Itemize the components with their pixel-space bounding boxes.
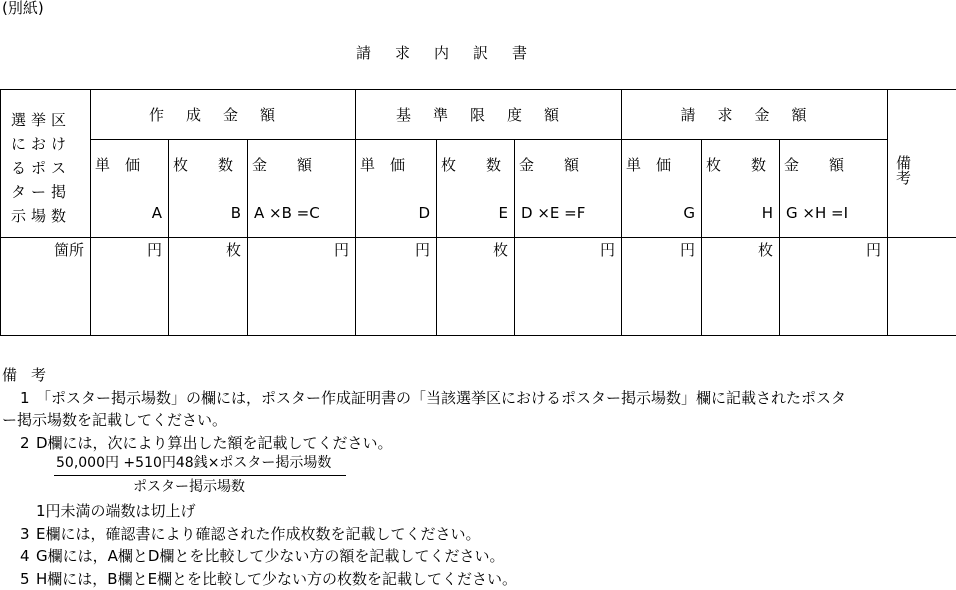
count-h-cell: 枚 数 H [702, 140, 780, 238]
formula-numerator: 50,000円 +510円48銭×ポスター掲示場数 [56, 452, 331, 475]
amount-i-value: 円 [780, 238, 888, 336]
document-title: 請求内訳書 [356, 46, 551, 61]
note-item: 2 D欄には，次により算出した額を記載してください。 [0, 432, 956, 455]
standard-limit-header: 基準限度額 [356, 90, 622, 140]
unit-price-g-cell: 単 価 G [622, 140, 702, 238]
note-item: 3 E欄には，確認書により確認された作成枚数を記載してください。 [0, 523, 956, 546]
amount-f-value: 円 [515, 238, 622, 336]
unit-price-g-value: 円 [622, 238, 702, 336]
remarks-header: 備考 [888, 90, 956, 238]
count-b-cell: 枚 数 B [169, 140, 248, 238]
note-item: 4 G欄には，A欄とD欄とを比較して少ない方の額を記載してください。 [0, 545, 956, 568]
unit-price-a-cell: 単 価 A [91, 140, 169, 238]
formula-denominator: ポスター掲示場数 [133, 476, 245, 499]
formula [0, 454, 956, 500]
count-e-value: 枚 [437, 238, 515, 336]
claim-amount-header: 請求金額 [622, 90, 888, 140]
unit-price-d-cell: 単 価 D [356, 140, 437, 238]
remarks-value [888, 238, 956, 336]
note-item: 1 「ポスター掲示場数」の欄には，ポスター作成証明書の「当該選挙区におけるポスター掲示場数」欄に記載されたポスタ ー掲示場数を記載してください。 [0, 387, 956, 432]
note-item: 5 H欄には，B欄とE欄とを比較して少ない方の枚数を記載してください。 [0, 568, 956, 590]
claim-breakdown-table [0, 89, 956, 336]
amount-i-cell: 金 額 G ×H =I [780, 140, 888, 238]
notes-section [0, 364, 956, 590]
creation-amount-header: 作成金額 [91, 90, 356, 140]
amount-c-value: 円 [248, 238, 356, 336]
table-row [1, 238, 956, 336]
count-h-value: 枚 [702, 238, 780, 336]
attachment-label: (別紙) [2, 1, 44, 16]
area-count-header: 選挙区におけるポスター掲示場数 [1, 90, 91, 238]
notes-title: 備考 [0, 364, 956, 387]
unit-price-d-value: 円 [356, 238, 437, 336]
place-count-cell: 箇所 [1, 238, 91, 336]
amount-f-cell: 金 額 D ×E =F [515, 140, 622, 238]
rounding-note: 1円未満の端数は切上げ [0, 500, 956, 523]
unit-price-a-value: 円 [91, 238, 169, 336]
amount-c-cell: 金 額 A ×B =C [248, 140, 356, 238]
count-e-cell: 枚 数 E [437, 140, 515, 238]
count-b-value: 枚 [169, 238, 248, 336]
